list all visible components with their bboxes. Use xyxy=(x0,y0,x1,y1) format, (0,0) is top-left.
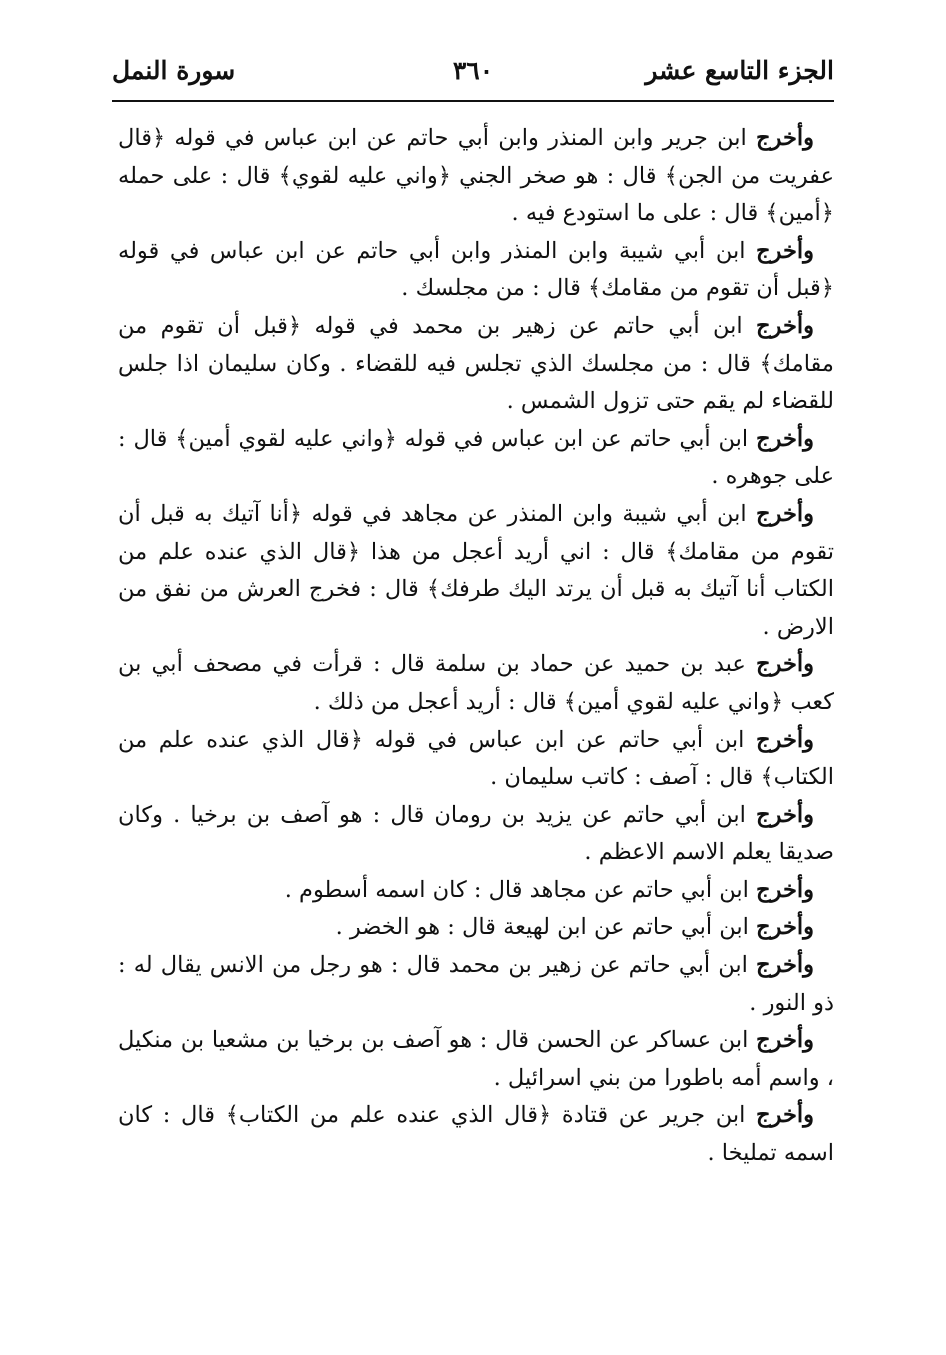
paragraph-text: ابن أبي حاتم عن يزيد بن رومان قال : هو آصف بن برخيا . وكان صديقا يعلم الاسم الاعظم . xyxy=(118,801,834,866)
paragraph-opening: وأخرج xyxy=(756,425,814,452)
paragraph xyxy=(118,421,834,496)
paragraph-opening: وأخرج xyxy=(756,1102,814,1129)
paragraph-opening: وأخرج xyxy=(756,237,814,264)
paragraph xyxy=(118,872,834,910)
paragraph-text: ابن أبي شيبة وابن المنذر عن مجاهد في قوله ﴿أنا آتيك به قبل أن تقوم من مقامك﴾ قال : اني أريد أعجل من هذا ﴿قال الذي عنده علم من الكتاب أنا آتيك به قبل أن يرتد اليك طرفك﴾ قال : فخرج العرش من نفق من الارض . xyxy=(118,500,834,640)
body-text xyxy=(118,120,834,1173)
paragraph-opening: وأخرج xyxy=(756,1027,814,1054)
paragraph-text: ابن جرير وابن المنذر وابن أبي حاتم عن ابن عباس في قوله ﴿قال عفريت من الجن﴾ قال : هو صخر الجني ﴿واني عليه لقوي﴾ قال : على حمله ﴿أمين﴾ قال : على ما استودع فيه . xyxy=(118,125,834,227)
paragraph-opening: وأخرج xyxy=(756,952,814,979)
paragraph-text: ابن أبي حاتم عن ابن عباس في قوله ﴿واني عليه لقوي أمين﴾ قال : على جوهره . xyxy=(118,425,834,490)
surah-title: سورة النمل xyxy=(112,56,236,85)
header-divider xyxy=(112,100,834,102)
paragraph xyxy=(118,1022,834,1097)
juz-title: الجزء التاسع عشر xyxy=(645,56,834,85)
page-number: ٣٦٠ xyxy=(452,56,494,85)
paragraph xyxy=(118,233,834,308)
paragraph-text: ابن أبي حاتم عن ابن عباس في قوله ﴿قال الذي عنده علم من الكتاب﴾ قال : آصف : كاتب سليمان . xyxy=(118,726,834,791)
paragraph-opening: وأخرج xyxy=(756,651,814,678)
paragraph xyxy=(118,1097,834,1172)
paragraph-text: ابن أبي حاتم عن زهير بن محمد قال : هو رجل من الانس يقال له : ذو النور . xyxy=(118,952,834,1016)
paragraph-text: ابن أبي حاتم عن ابن لهيعة قال : هو الخضر . xyxy=(335,914,757,941)
paragraph-text: عبد بن حميد عن حماد بن سلمة قال : قرأت في مصحف أبي بن كعب ﴿واني عليه لقوي أمين﴾ قال : أريد أعجل من ذلك . xyxy=(118,651,834,715)
paragraph xyxy=(118,308,834,421)
paragraph xyxy=(118,722,834,797)
paragraph-text: ابن أبي حاتم عن زهير بن محمد في قوله ﴿قبل أن تقوم من مقامك﴾ قال : من مجلسك الذي تجلس فيه للقضاء . وكان سليمان اذا جلس للقضاء لم يقم حتى تزول الشمس . xyxy=(118,312,834,415)
paragraph-opening: وأخرج xyxy=(756,500,814,527)
paragraph-opening: وأخرج xyxy=(756,801,814,828)
paragraph-text: ابن أبي شيبة وابن المنذر وابن أبي حاتم عن ابن عباس في قوله ﴿قبل أن تقوم من مقامك﴾ قال : من مجلسك . xyxy=(118,237,834,302)
paragraph-opening: وأخرج xyxy=(756,876,814,903)
paragraph-text: ابن أبي حاتم عن مجاهد قال : كان اسمه أسطوم . xyxy=(284,876,757,903)
paragraph xyxy=(118,496,834,646)
paragraph xyxy=(118,947,834,1022)
paragraph-opening: وأخرج xyxy=(756,914,814,941)
paragraph-opening: وأخرج xyxy=(756,312,814,339)
paragraph xyxy=(118,120,834,233)
paragraph-opening: وأخرج xyxy=(756,726,814,753)
paragraph-text: ابن جرير عن قتادة ﴿قال الذي عنده علم من الكتاب﴾ قال : كان اسمه تمليخا . xyxy=(118,1102,834,1167)
paragraph-opening: وأخرج xyxy=(756,125,814,151)
paragraph xyxy=(118,797,834,872)
paragraph xyxy=(118,646,834,721)
running-header xyxy=(112,52,834,92)
paragraph xyxy=(118,909,834,947)
paragraph-text: ابن عساكر عن الحسن قال : هو آصف بن برخيا بن مشعيا بن منكيل ، واسم أمه باطورا من بني اسرائيل . xyxy=(118,1027,834,1091)
